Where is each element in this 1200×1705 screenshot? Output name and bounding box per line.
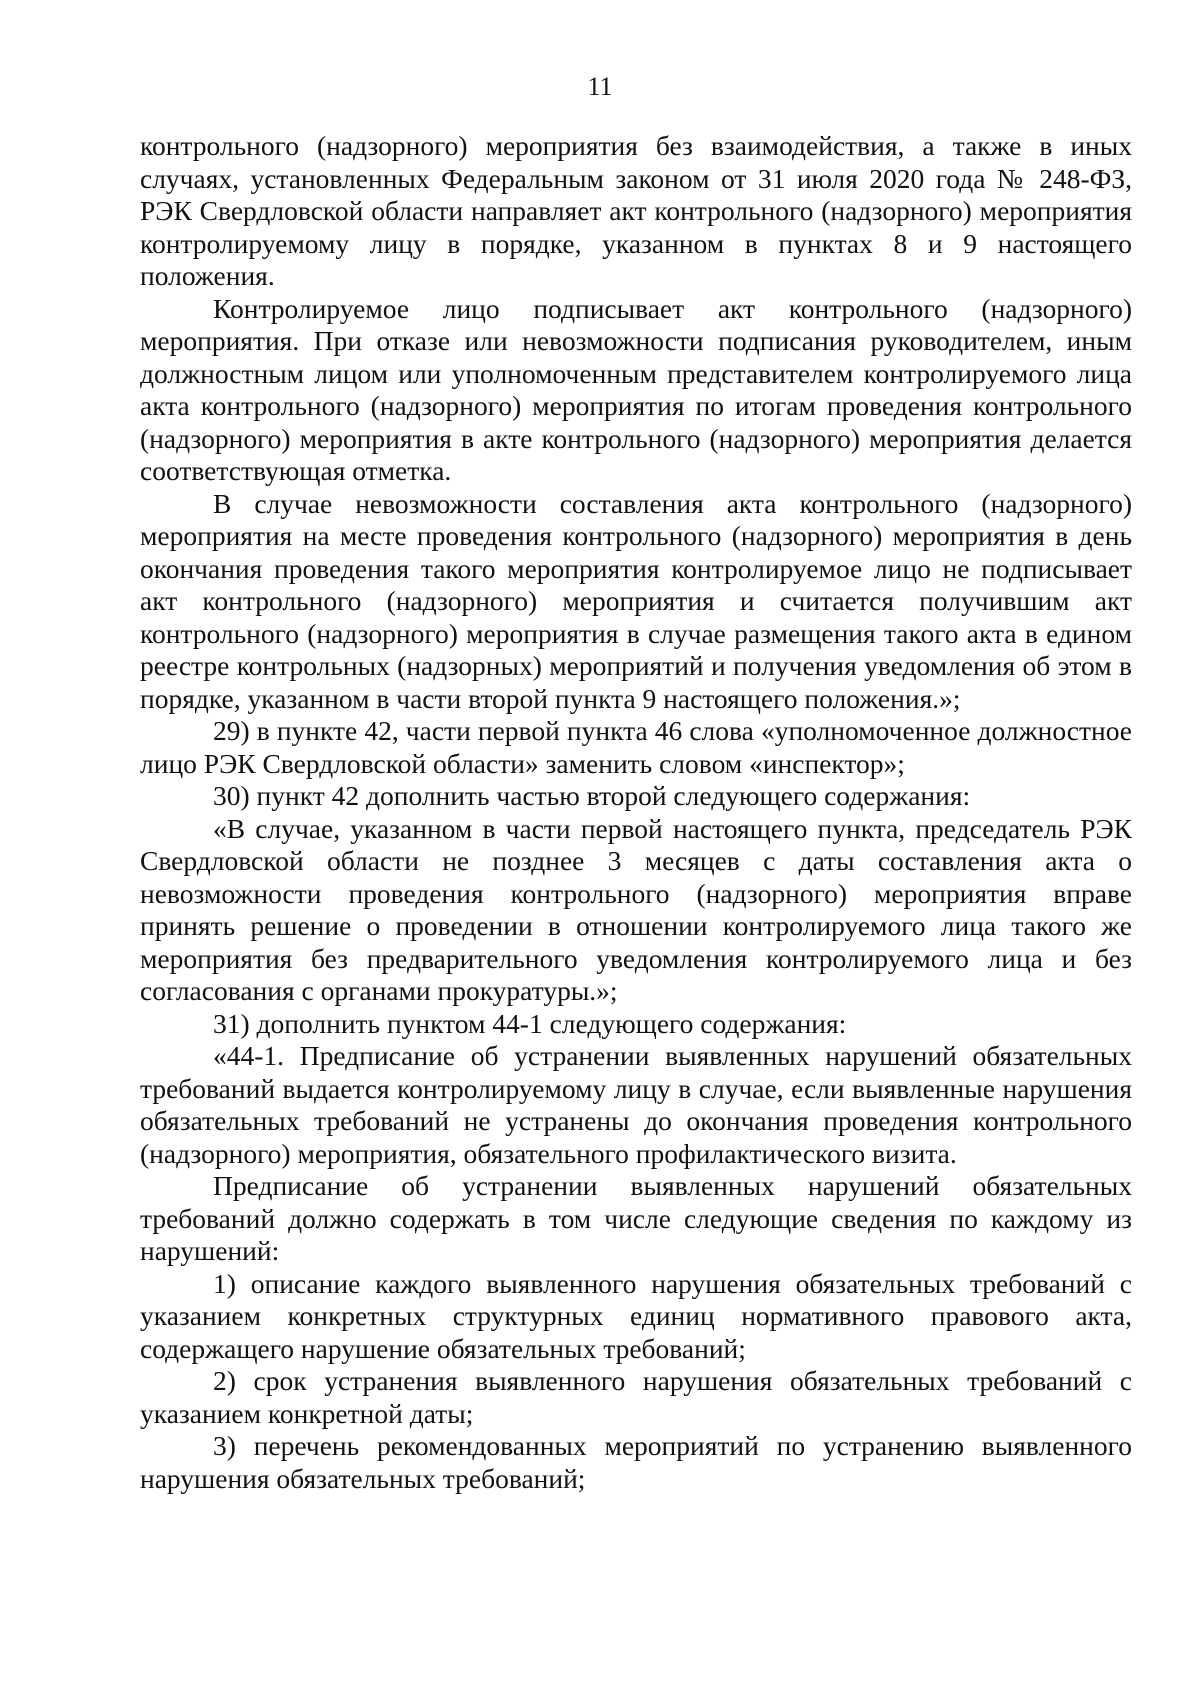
paragraph-signing-act: Контролируемое лицо подписывает акт контрольного (надзорного) мероприятия. При отказе или невозможности подписания руководителем, иным должностным лицом или уполномоченным представителем контролируемого лица акта контрольного (надзорного) мероприятия по итогам проведения контрольного (надзорного) мероприятия в акте контрольного (надзорного) мероприятия делается соответствующая отметка. <box>140 292 1132 486</box>
paragraph-quote-point-42: «В случае, указанном в части первой настоящего пункта, председатель РЭК Свердловской области не позднее 3 месяцев с даты составления акта о невозможности проведения контрольного (надзорного) мероприятия вправе принять решение о проведении в отношении контролируемого лица такого же мероприятия без предварительного уведомления контролируемого лица и без согласования с органами прокуратуры.»; <box>140 812 1132 1006</box>
paragraph-point-44-1: «44-1. Предписание об устранении выявленных нарушений обязательных требований выдается контролируемому лицу в случае, если выявленные нарушения обязательных требований не устранены до окончания проведения контрольного (надзорного) мероприятия, обязательного профилактического визита. <box>140 1040 1132 1169</box>
page-number: 11 <box>587 72 613 101</box>
paragraph-impossibility-act: В случае невозможности составления акта контрольного (надзорного) мероприятия на месте проведения контрольного (надзорного) мероприятия в день окончания проведения такого мероприятия контролируемое лицо не подписывает акт контрольного (надзорного) мероприятия и считается получившим акт контрольного (надзорного) мероприятия в случае размещения такого акта в едином реестре контрольных (надзорных) мероприятий и получения уведомления об этом в порядке, указанном в части второй пункта 9 настоящего положения.»; <box>140 487 1132 714</box>
paragraph-item-30: 30) пункт 42 дополнить частью второй следующего содержания: <box>213 780 971 811</box>
paragraph-item-31: 31) дополнить пунктом 44-1 следующего содержания: <box>213 1007 847 1039</box>
list-item-1: 1) описание каждого выявленного нарушения обязательных требований с указанием конкретных структурных единиц нормативного правового акта, содержащего нарушение обязательных требований; <box>140 1267 1132 1364</box>
paragraph-continuation: контрольного (надзорного) мероприятия без взаимодействия, а также в иных случаях, установленных Федеральным законом от 31 июля 2020 года № 248-ФЗ, РЭК Свердловской области направляет акт контрольного (надзорного) мероприятия контролируемому лицу в порядке, указанном в пунктах 8 и 9 настоящего положения. <box>140 130 1132 291</box>
paragraph-prescription-content: Предписание об устранении выявленных нарушений обязательных требований должно содержать в том числе следующие сведения по каждому из нарушений: <box>140 1170 1132 1266</box>
document-body <box>140 130 1132 1495</box>
list-item-2: 2) срок устранения выявленного нарушения обязательных требований с указанием конкретной даты; <box>140 1365 1132 1429</box>
list-item-3: 3) перечень рекомендованных мероприятий по устранению выявленного нарушения обязательных требований; <box>140 1430 1132 1494</box>
paragraph-item-29: 29) в пункте 42, части первой пункта 46 слова «уполномоченное должностное лицо РЭК Свердловской области» заменить словом «инспектор»; <box>140 715 1132 779</box>
